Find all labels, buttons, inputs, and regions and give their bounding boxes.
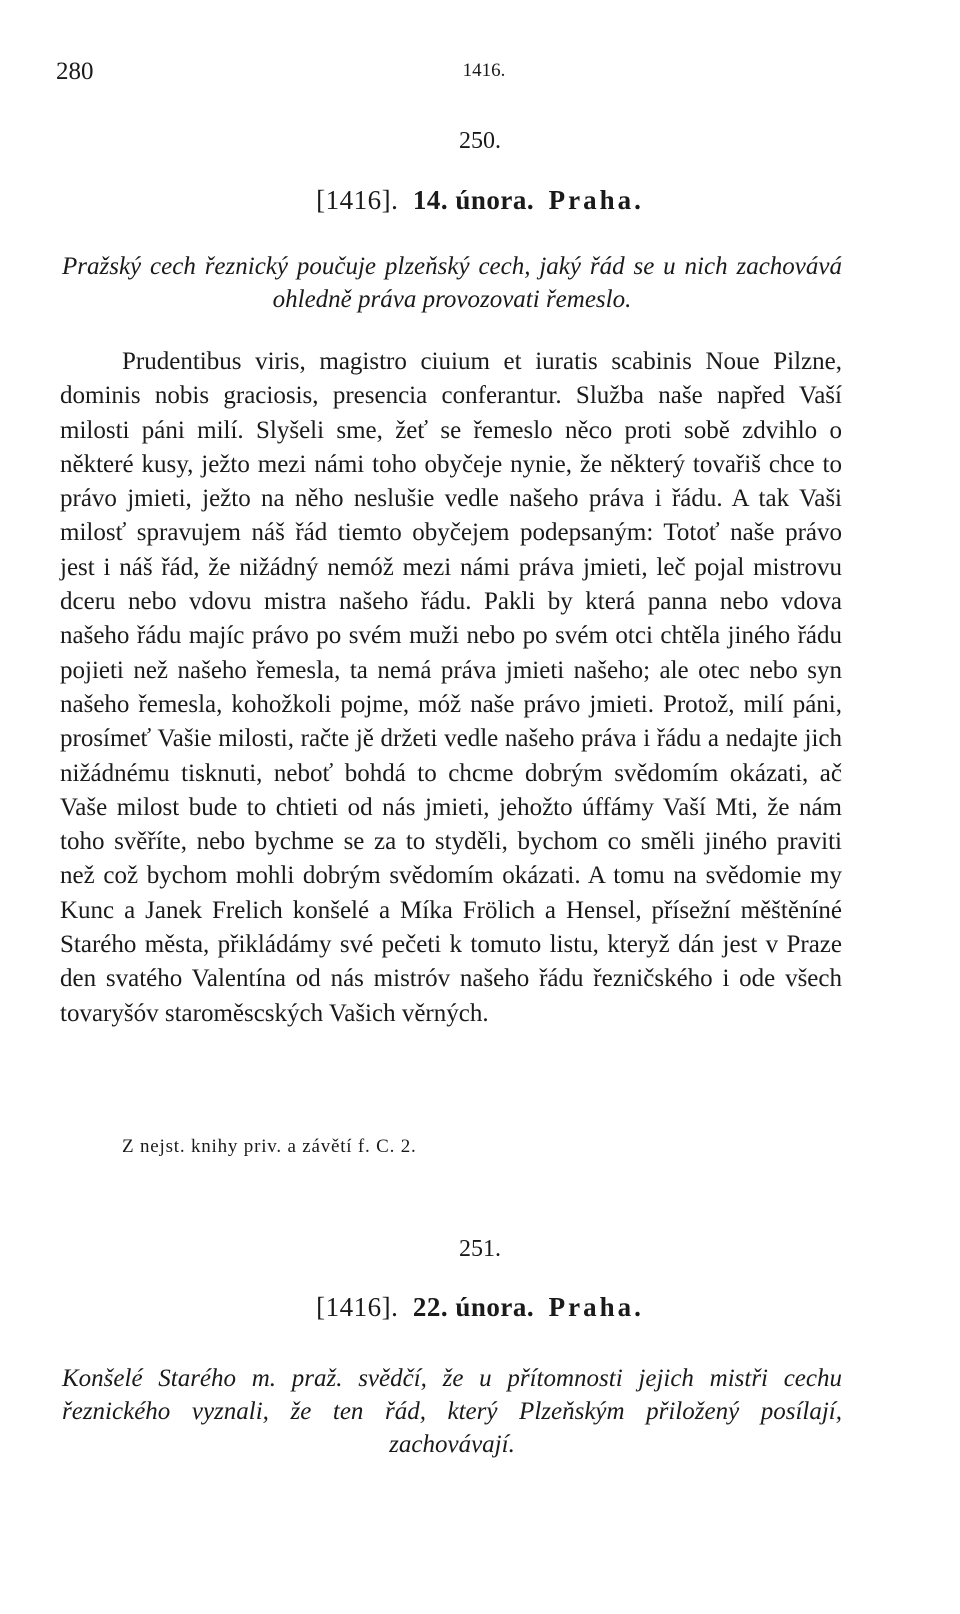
entry-number: 251. [459,1236,501,1262]
entry-regest: Konšelé Starého m. praž. svědčí, že u přítomnosti jejich mistři cechu řeznického vyznali, že ten řád, který Plzeňským přiložený posílají, zachovávají. [62,1365,842,1458]
dateline-place: Praha. [548,1292,644,1322]
dateline-day: 14. února. [412,185,535,215]
dateline-year: [1416]. [316,1292,399,1322]
entry-body: Prudentibus viris, magistro ciuium et iuratis scabinis Noue Pilzne, dominis nobis graciosis, presencia conferantur. Služba naše napřed Vaší milosti páni milí. Slyšeli sme, žeť se řemeslo něco proti sobě zdvihlo o některé kusy, ježto mezi námi toho obyčeje nynie, že některý tovařiš chce to právo jmieti, ježto na něho neslušie vedle našeho práva i řádu. A tak Vaši milosť spravujem náš řád tiemto obyčejem podepsaným: Totoť naše právo jest i náš řád, že nižádný nemóž mezi námi práva jmieti, leč pojal mistrovu dceru nebo vdovu mistra našeho řádu. Pakli by která panna nebo vdova našeho řádu majíc právo po svém muži nebo po svém otci chtěla jiného řádu pojieti než našeho řemesla, ta nemá práva jmieti našeho; ale otec nebo syn našeho řemesla, kohožkoli pojme, móž naše právo jmieti. Protož, milí páni, prosímeť Vašie milosti, račte jě držeti vedle našeho práva i řádu a nedajte jich nižádnému tisknuti, neboť bohdá to chcme dobrým svědomím okázati, ač Vaše milost bude to chtieti od nás jmieti, jehožto úffámy Vaší Mti, že nám toho svěříte, nebo bychme se za to styděli, bychom co směli jiného praviti než což bychom mohli dobrým svědomím okázati. A tomu na svědomie my Kunc a Janek Frelich konšelé a Míka Frölich a Hensel, přísežní měštěníné Starého města, přikládámy své pečeti k tomuto listu, kteryž dán jest v Praze den svatého Valentína od nás mistróv našeho řádu řezničského i ode všech tovaryšóv staroměscských Vašich věrných. [60,348,842,1027]
source-note: Z nejst. knihy priv. a závětí f. C. 2. [122,1136,417,1157]
dateline-place: Praha. [548,185,644,215]
dateline-day: 22. února. [412,1292,535,1322]
page-header [56,58,904,94]
entry-regest: Pražský cech řeznický poučuje plzeňský cech, jaký řád se u nich zachovává ohledně práva provozovati řemeslo. [62,253,842,313]
entry-dateline [0,185,960,216]
dateline-year: [1416]. [316,185,399,215]
running-head: 1416. [462,60,506,81]
entry-number: 250. [459,128,501,154]
entry-dateline [0,1292,960,1323]
page-number: 280 [56,58,94,85]
